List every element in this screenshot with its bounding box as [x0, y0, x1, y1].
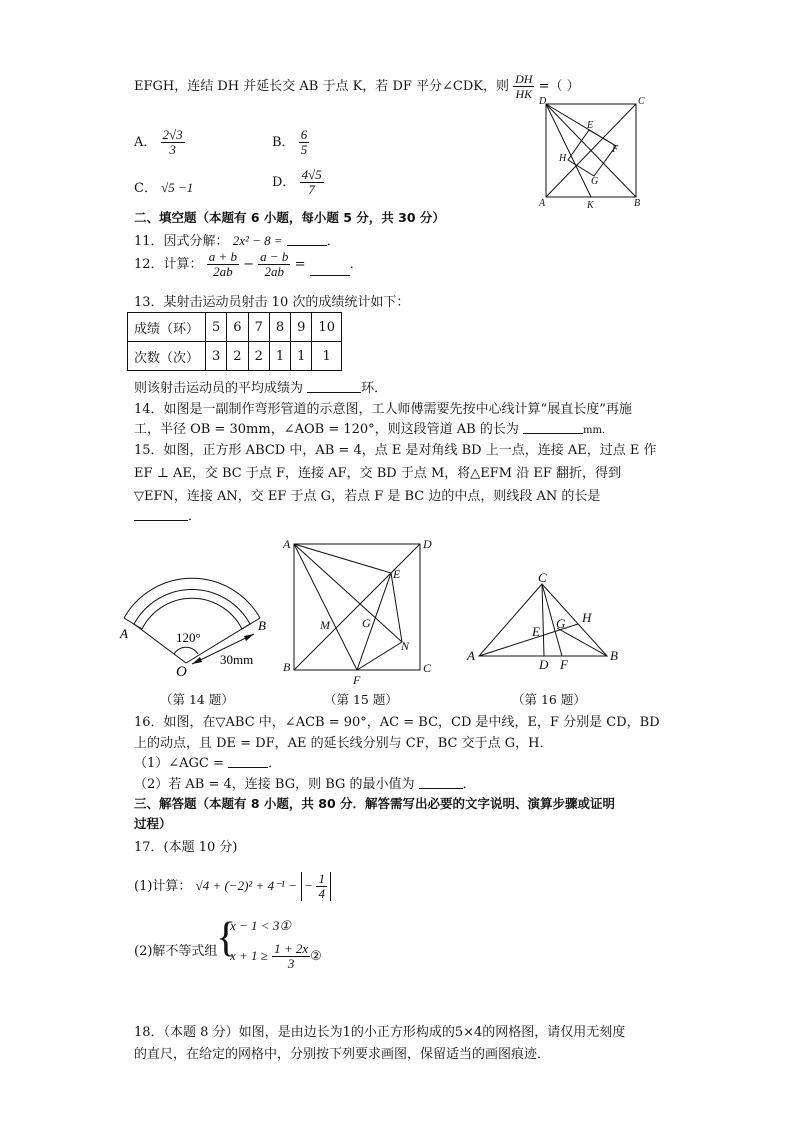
q15-caption: （第 15 题）: [324, 692, 398, 707]
option-d-num: 4√5: [301, 167, 322, 182]
q14-line1: 14．如图是一副制作弯形管道的示意图，工人师傅需要先按中心线计算“展直长度”再施: [134, 402, 632, 417]
q10-option-a: [134, 128, 185, 157]
q15-line1: 15．如图，正方形 ABCD 中，AB = 4，点 E 是对角线 BD 上一点，连接 AE，过点 E 作: [134, 443, 657, 458]
q10-label-b: B: [634, 198, 641, 209]
q17-abs-minus: −: [305, 878, 313, 893]
q15-line-an: [294, 544, 402, 642]
q14-mid-arc: [134, 589, 250, 624]
q10-option-d: [272, 168, 324, 197]
q17-ineq2-lhs: x + 1 ≥: [230, 948, 268, 963]
q11-expr: 2x² − 8 =: [232, 233, 283, 248]
q15-figure: [280, 536, 440, 687]
q18-line1: 18．（本题 8 分）如图，是由边长为1的小正方形构成的5×4的网格图，请仅用无刻度: [134, 1025, 626, 1040]
q18-line2: 的直尺，在给定的网格中，分别按下列要求画图，保留适当的画图痕迹．: [134, 1047, 551, 1062]
table-cell: 5: [206, 313, 227, 342]
q10-label-f: F: [612, 144, 619, 155]
q17-abs-bars: [301, 872, 331, 901]
q10-label-h: H: [559, 153, 567, 164]
option-b-label: B．: [272, 135, 295, 150]
q16-sub2-blank: [419, 787, 463, 789]
q12-f2-num: a − b: [260, 249, 289, 264]
q16-sub2-end: ．: [462, 777, 476, 792]
q11-blank: [287, 244, 327, 246]
q12-blank: [310, 274, 350, 276]
table-row: [128, 313, 342, 342]
q15-line-af: [294, 544, 357, 670]
q17-ineq2-num: 1 + 2x: [274, 941, 309, 956]
option-c-text: √5 −1: [161, 180, 194, 195]
q10-ratio-den: HK: [515, 87, 533, 101]
option-b-den: 5: [300, 142, 308, 157]
q12-f2-den: 2ab: [264, 264, 285, 279]
q15-label-d: D: [423, 537, 432, 551]
table-cell: 6: [227, 313, 248, 342]
table-cell: 2: [227, 342, 248, 371]
q15-label-f: F: [353, 673, 361, 687]
q14-angle-arc: [174, 647, 198, 654]
q14-arrow-b: [244, 634, 254, 641]
q16-label-h: H: [582, 610, 592, 625]
q12-text: 12．计算：: [134, 257, 203, 272]
q15-end: ．: [188, 509, 202, 524]
q15-line2: EF ⊥ AE，交 BC 于点 F，连接 AF，交 BD 于点 M，将△EFM 沿 EF 翻折，得到: [134, 466, 621, 481]
q17-p2-label: (2)解不等式组: [134, 944, 218, 959]
q15-label-m: M: [320, 618, 330, 632]
q14-figure: [112, 560, 282, 680]
q10-stem: [134, 72, 580, 101]
q17-abs-frac: [316, 872, 327, 901]
q17-part1: [134, 872, 331, 901]
q16-sub2: [134, 773, 476, 792]
q12: [134, 250, 363, 279]
q11-end: ．: [326, 234, 340, 249]
table-cell: 10: [312, 313, 342, 342]
q10-figure: [530, 94, 650, 212]
table-cell: 7: [248, 313, 269, 342]
q15-label-g: G: [362, 616, 371, 630]
q16-label-g: G: [556, 616, 566, 631]
option-d-label: D．: [272, 175, 296, 190]
table-cell: 成绩（环）: [128, 313, 206, 342]
q13-score-table: [127, 312, 342, 371]
q14-label-o: O: [176, 664, 187, 680]
q15-label-e: E: [393, 567, 401, 581]
q17-ineq1: x − 1 < 3①: [230, 918, 291, 933]
q14-unit: mm．: [583, 425, 612, 436]
section3-line2: 过程）: [134, 816, 172, 831]
q16-caption: （第 16 题）: [512, 692, 586, 707]
q15-line-ae: [294, 544, 391, 573]
q12-minus: −: [243, 257, 255, 272]
q10-tail: =（ ）: [538, 79, 580, 94]
q13-text: 13．某射击运动员射击 10 次的成绩统计如下：: [134, 295, 410, 310]
q16-line2: 上的动点，且 DE = DF，AE 的延长线分别与 CF，BC 交于点 G，H．: [134, 736, 553, 751]
q15-blank: [134, 519, 188, 521]
q16-label-a: A: [467, 648, 475, 663]
q15-line3: ▽EFN，连接 AN，交 EF 于点 G，若点 F 是 BC 边的中点，则线段 AN 的长是: [134, 489, 601, 504]
q10-label-k: K: [587, 200, 594, 211]
q14-label-b: B: [258, 618, 266, 633]
q17-abs-num: 1: [318, 871, 325, 886]
q10-option-c: [134, 177, 193, 196]
q16-sub1: [134, 752, 281, 771]
option-d-den: 7: [308, 182, 315, 197]
q11-text: 11．因式分解：: [134, 234, 229, 249]
q16-label-b: B: [610, 648, 618, 663]
q15-line4: [134, 505, 201, 524]
q16-line-gb: [557, 628, 607, 656]
q12-f1-num: a + b: [208, 249, 237, 264]
q13-after: [134, 377, 387, 396]
q17-p1-expr: √4 + (−2)² + 4⁻¹ −: [195, 878, 297, 893]
q16-sub1-end: ．: [268, 756, 282, 771]
option-d-frac: [300, 168, 324, 197]
q12-frac1: [207, 250, 239, 279]
q10-label-c: C: [638, 96, 645, 107]
table-cell: 2: [248, 342, 269, 371]
q16-figure: [462, 572, 632, 672]
q12-eq: =: [294, 257, 306, 272]
q16-label-f: F: [560, 657, 568, 672]
q14-line2: [134, 418, 612, 437]
q12-f1-den: 2ab: [213, 264, 233, 279]
q11: [134, 230, 340, 249]
option-a-label: A．: [134, 135, 157, 150]
q13-after-text: 则该射击运动员的平均成绩为: [134, 381, 304, 396]
section3-line1: 三、解答题（本题有 8 小题，共 80 分．解答需写出必要的文字说明、演算步骤或证明: [134, 796, 616, 811]
table-cell: 1: [312, 342, 342, 371]
q14-angle-label: 120°: [176, 630, 201, 645]
q15-line-en: [391, 573, 402, 642]
q10-label-e: E: [587, 120, 594, 131]
option-a-num: 2√3: [162, 127, 183, 142]
q14-line2-text: 工，半径 OB = 30mm，∠AOB = 120°，则这段管道 AB 的长为: [134, 422, 519, 437]
table-row: [128, 342, 342, 371]
q16-sub2-text: （2）若 AB = 4，连接 BG，则 BG 的最小值为: [134, 777, 415, 792]
q10-stem-text: EFGH，连结 DH 并延长交 AB 于点 K，若 DF 平分∠CDK，则: [134, 79, 509, 94]
q16-sub1-text: （1）∠AGC =: [134, 756, 224, 771]
q16-label-e: E: [532, 624, 540, 639]
q13-unit: 环．: [361, 381, 388, 396]
table-cell: 3: [206, 342, 227, 371]
q13-blank: [307, 391, 361, 393]
q10-label-g: G: [591, 176, 599, 187]
q16-label-d: D: [539, 657, 549, 672]
q14-label-a: A: [120, 626, 128, 641]
q10-label-d: D: [539, 96, 547, 107]
q17-abs-den: 4: [318, 886, 325, 901]
table-cell: 1: [269, 342, 290, 371]
option-c-label: C．: [134, 181, 157, 196]
q14-caption: （第 14 题）: [160, 692, 234, 707]
option-b-frac: [299, 128, 310, 157]
q15-label-a: A: [283, 537, 291, 551]
q17-ineq2-frac: [272, 942, 310, 971]
q12-end: ．: [349, 257, 363, 272]
q17-ineq2-den: 3: [287, 956, 295, 971]
q16-line1: 16．如图，在▽ABC 中，∠ACB = 90°，AC = BC，CD 是中线，E，F 分别是 CD，BD: [134, 715, 660, 730]
q16-label-c: C: [538, 570, 547, 585]
q16-sub1-blank: [228, 766, 268, 768]
q17-ineq2-mark: ②: [310, 949, 322, 964]
q14-inner-arc: [142, 598, 242, 629]
q15-line-fn: [357, 642, 402, 670]
option-b-num: 6: [300, 127, 308, 142]
table-cell: 8: [269, 313, 290, 342]
q16-median-cd: [542, 584, 544, 656]
q15-label-c: C: [423, 661, 432, 675]
q15-label-b: B: [283, 660, 291, 674]
q10-option-b: [272, 128, 309, 157]
q12-frac2: [258, 250, 290, 279]
q17-head: 17．(本题 10 分): [134, 840, 238, 855]
option-a-den: 3: [169, 142, 176, 157]
section2-title: 二、填空题（本题有 6 小题，每小题 5 分，共 30 分）: [134, 210, 445, 225]
q17-brace-icon: {: [216, 915, 237, 961]
table-cell: 9: [291, 313, 312, 342]
q10-label-a: A: [539, 198, 546, 209]
table-cell: 1: [291, 342, 312, 371]
q14-blank: [523, 432, 583, 434]
option-a-frac: [161, 128, 185, 157]
q17-ineq2: [230, 942, 322, 971]
q17-p1-label: (1)计算：: [134, 879, 192, 894]
q14-length-label: 30mm: [220, 652, 254, 667]
q15-label-n: N: [401, 639, 410, 653]
table-cell: 次数（次）: [128, 342, 206, 371]
q10-ratio-num: DH: [515, 72, 533, 86]
